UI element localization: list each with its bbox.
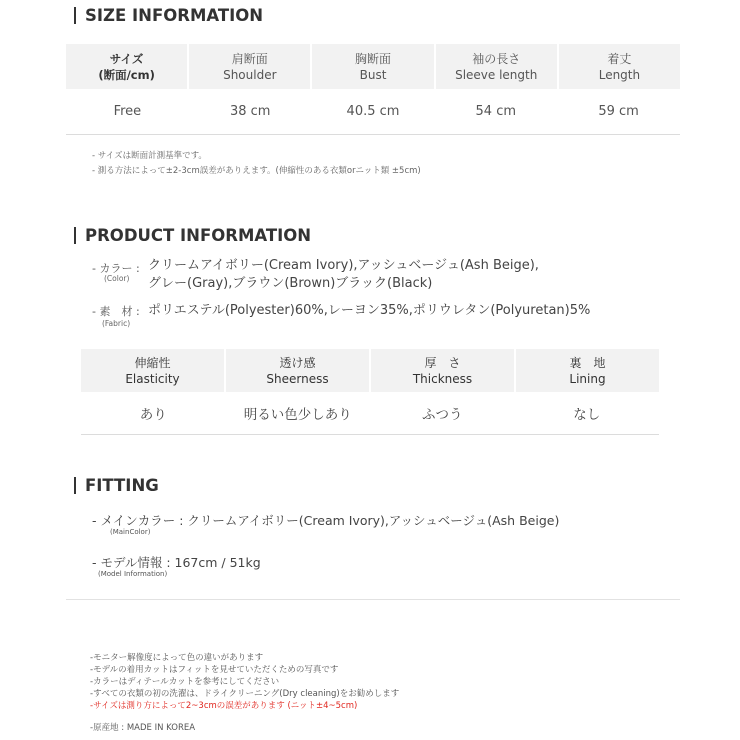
- size-header-cell: [187, 44, 310, 89]
- header-en: Thickness: [412, 371, 473, 386]
- origin-note: -原産地 : MADE IN KOREA: [90, 723, 196, 733]
- fabric-info: [92, 302, 652, 330]
- header-jp: 胸断面: [355, 51, 392, 66]
- size-note: - サイズは断面計測基準です。: [92, 151, 207, 161]
- attr-header-cell: [224, 349, 369, 392]
- size-header-cell: [557, 44, 680, 89]
- model-sub-label: (Model Information): [98, 570, 168, 578]
- size-title-text: SIZE INFORMATION: [85, 6, 264, 25]
- fabric-sub-label: (Fabric): [102, 319, 131, 328]
- color-line-2: グレー(Gray),ブラウン(Brown)ブラック(Black): [148, 276, 433, 291]
- attr-table-row: [81, 392, 659, 435]
- footer-note: -すべての衣類の初の洗濯は、ドライクリーニング(Dry cleaning)をお勧めします: [90, 689, 400, 699]
- product-section-title: [74, 226, 311, 245]
- size-table-header: [66, 44, 680, 89]
- size-header-cell: [66, 44, 187, 89]
- header-jp: 肩断面: [231, 51, 268, 66]
- model-info: [92, 553, 652, 583]
- attr-header-cell: [514, 349, 659, 392]
- title-bar: [74, 227, 76, 244]
- attr-header-cell: [369, 349, 514, 392]
- footer-note: -カラーはディテールカットを参考にしてください: [90, 677, 280, 687]
- header-jp: 袖の長さ: [472, 51, 521, 66]
- title-bar: [74, 7, 76, 24]
- divider: [66, 599, 680, 600]
- header-jp: 厚 さ: [424, 355, 461, 370]
- size-cell: 59 cm: [598, 104, 639, 119]
- fabric-label: - 素 材 :: [92, 305, 140, 318]
- size-header-cell: [434, 44, 557, 89]
- attr-table-header: [81, 349, 659, 392]
- header-en: Lining: [569, 371, 606, 386]
- header-jp: 着丈: [607, 51, 632, 66]
- size-table-row: [66, 89, 680, 135]
- header-jp: 透け感: [279, 355, 316, 370]
- footer-note: -モニター解像度によって色の違いがあります: [90, 653, 264, 663]
- main-color-value: クリームアイボリー(Cream Ivory),アッシュベージュ(Ash Beige): [187, 513, 560, 528]
- model-value: 167cm / 51kg: [174, 555, 261, 570]
- header-en: Bust: [359, 67, 387, 82]
- header-en: Shoulder: [223, 67, 277, 82]
- model-label: - モデル情報 :: [92, 555, 171, 570]
- header-en: Elasticity: [125, 371, 180, 386]
- color-sub-label: (Color): [104, 274, 130, 283]
- size-cell: 38 cm: [229, 104, 271, 119]
- header-en: (断面/cm): [98, 67, 155, 82]
- main-color-info: [92, 511, 652, 541]
- size-cell: 40.5 cm: [346, 104, 400, 119]
- color-info: [92, 257, 652, 297]
- size-table: [66, 44, 680, 135]
- title-bar: [74, 477, 76, 494]
- attr-header-cell: [81, 349, 224, 392]
- fitting-section-title: [74, 476, 159, 495]
- color-value: [148, 257, 539, 293]
- size-section-title: [74, 6, 263, 25]
- header-en: Sleeve length: [455, 67, 538, 82]
- footer-note-warning: -サイズは測り方によって2~3cmの誤差があります (ニット±4~5cm): [90, 701, 358, 711]
- size-cell: 54 cm: [475, 104, 517, 119]
- header-en: Length: [598, 67, 641, 82]
- fabric-value: ポリエステル(Polyester)60%,レーヨン35%,ポリウレタン(Polyuretan)5%: [148, 303, 591, 318]
- attr-cell: ふつう: [422, 407, 463, 423]
- attr-cell: なし: [573, 407, 601, 423]
- header-jp: 裏 地: [569, 355, 606, 370]
- attr-cell: あり: [139, 407, 167, 423]
- fabric-attributes-table: [81, 349, 659, 435]
- size-note: - 測る方法によって±2-3cm誤差がありえます。(伸縮性のある衣類orニット類 ±5cm): [92, 166, 421, 176]
- footer-note: -モデルの着用カットはフィットを見せていただくための写真です: [90, 665, 339, 675]
- color-label: - カラー :: [92, 262, 140, 275]
- size-header-cell: [310, 44, 433, 89]
- header-jp: サイズ: [109, 51, 144, 66]
- product-title-text: PRODUCT INFORMATION: [85, 226, 312, 245]
- attr-cell: 明るい色少しあり: [243, 407, 352, 423]
- color-line-1: クリームアイボリー(Cream Ivory),アッシュベージュ(Ash Beige),: [148, 258, 539, 273]
- fitting-title-text: FITTING: [85, 476, 159, 495]
- header-jp: 伸縮性: [134, 355, 171, 370]
- size-cell: Free: [113, 104, 142, 119]
- main-color-label: - メインカラー :: [92, 513, 184, 528]
- main-color-sub-label: (MainColor): [110, 528, 151, 536]
- header-en: Sheerness: [266, 371, 329, 386]
